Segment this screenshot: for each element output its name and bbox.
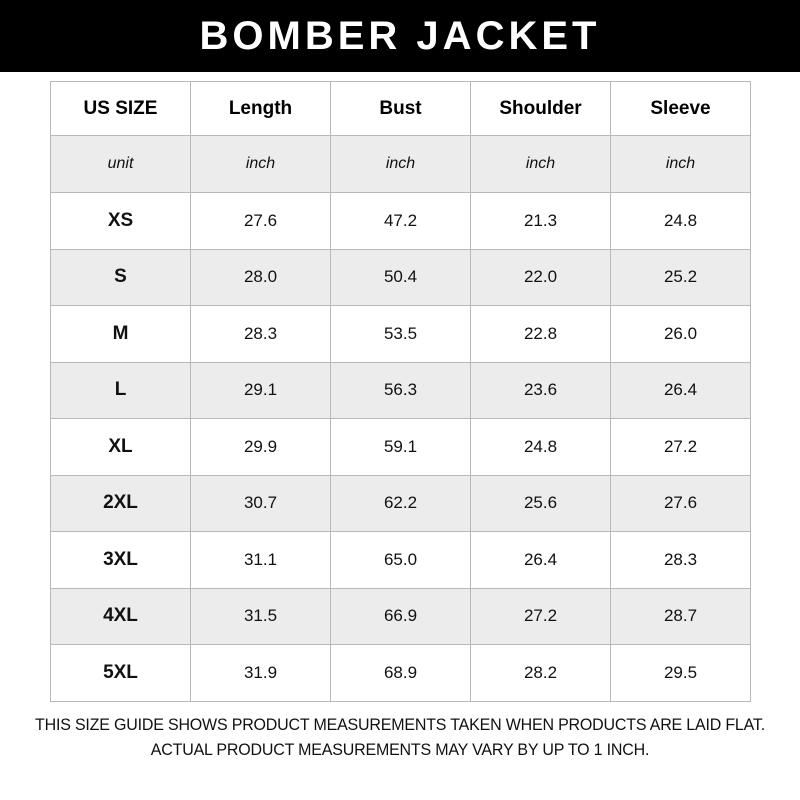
cell-length: 31.1 [191,532,331,589]
table-row [51,475,751,532]
footnote [0,713,800,763]
footnote-line-2: ACTUAL PRODUCT MEASUREMENTS MAY VARY BY UP TO 1 INCH. [150,740,650,759]
cell-size: S [51,249,191,306]
cell-sleeve: 24.8 [611,193,751,250]
cell-shoulder: 26.4 [471,532,611,589]
table-body [51,136,751,702]
cell-shoulder: 28.2 [471,645,611,702]
unit-bust: inch [331,136,471,193]
table-header-row [51,82,751,136]
column-header-shoulder: Shoulder [471,82,611,136]
cell-sleeve: 29.5 [611,645,751,702]
cell-length: 29.9 [191,419,331,476]
cell-sleeve: 27.2 [611,419,751,476]
table-row [51,532,751,589]
table-row [51,362,751,419]
cell-bust: 53.5 [331,306,471,363]
table-row [51,588,751,645]
page-title: BOMBER JACKET [199,13,601,58]
cell-length: 29.1 [191,362,331,419]
unit-length: inch [191,136,331,193]
cell-shoulder: 27.2 [471,588,611,645]
table-row [51,249,751,306]
cell-size: 3XL [51,532,191,589]
cell-sleeve: 28.3 [611,532,751,589]
cell-sleeve: 25.2 [611,249,751,306]
column-header-length: Length [191,82,331,136]
cell-length: 28.3 [191,306,331,363]
cell-bust: 62.2 [331,475,471,532]
column-header-sleeve: Sleeve [611,82,751,136]
cell-shoulder: 21.3 [471,193,611,250]
cell-sleeve: 28.7 [611,588,751,645]
title-banner [0,0,800,72]
cell-length: 30.7 [191,475,331,532]
unit-row [51,136,751,193]
cell-length: 31.5 [191,588,331,645]
cell-bust: 66.9 [331,588,471,645]
cell-shoulder: 22.0 [471,249,611,306]
cell-size: L [51,362,191,419]
unit-shoulder: inch [471,136,611,193]
cell-size: XL [51,419,191,476]
cell-shoulder: 23.6 [471,362,611,419]
cell-size: 2XL [51,475,191,532]
size-table-container [0,72,800,702]
column-header-us-size: US SIZE [51,82,191,136]
cell-size: M [51,306,191,363]
cell-size: 4XL [51,588,191,645]
cell-shoulder: 24.8 [471,419,611,476]
unit-label: unit [51,136,191,193]
cell-bust: 56.3 [331,362,471,419]
footnote-line-1: THIS SIZE GUIDE SHOWS PRODUCT MEASUREMENTS TAKEN WHEN PRODUCTS ARE LAID FLAT. [35,715,765,734]
cell-bust: 50.4 [331,249,471,306]
cell-bust: 59.1 [331,419,471,476]
cell-bust: 68.9 [331,645,471,702]
table-row [51,419,751,476]
cell-shoulder: 25.6 [471,475,611,532]
table-header [51,82,751,136]
table-row [51,645,751,702]
size-chart-table [50,81,751,702]
cell-length: 28.0 [191,249,331,306]
cell-size: XS [51,193,191,250]
cell-sleeve: 26.4 [611,362,751,419]
unit-sleeve: inch [611,136,751,193]
table-row [51,306,751,363]
cell-bust: 65.0 [331,532,471,589]
cell-sleeve: 27.6 [611,475,751,532]
table-row [51,193,751,250]
cell-size: 5XL [51,645,191,702]
cell-shoulder: 22.8 [471,306,611,363]
cell-sleeve: 26.0 [611,306,751,363]
cell-length: 31.9 [191,645,331,702]
cell-length: 27.6 [191,193,331,250]
cell-bust: 47.2 [331,193,471,250]
column-header-bust: Bust [331,82,471,136]
